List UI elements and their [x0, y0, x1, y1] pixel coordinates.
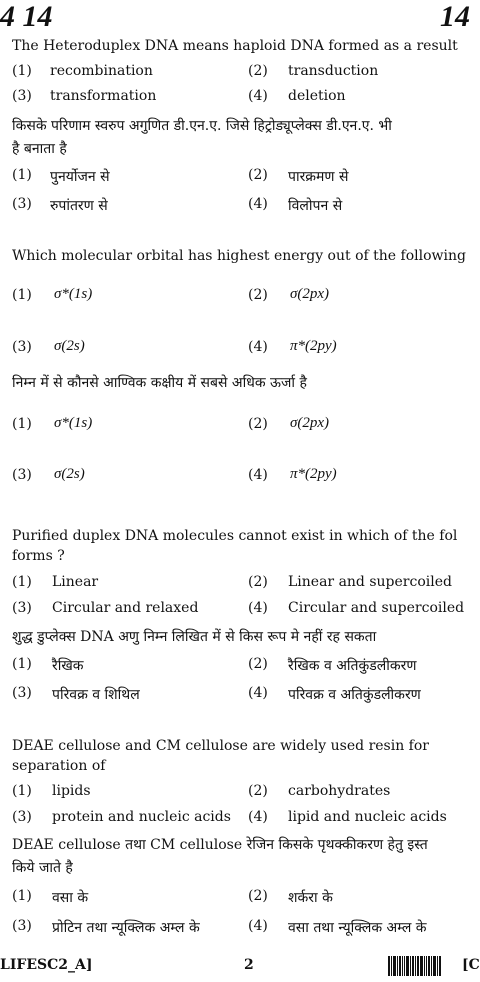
q3-en-option-1: Linear: [52, 574, 99, 590]
q3-english-stem-line-2: forms ?: [12, 548, 65, 564]
q2-option-3-num: (3): [12, 339, 32, 355]
q4-en-option-4: lipid and nucleic acids: [288, 809, 447, 825]
q4-en-option-2: carbohydrates: [288, 783, 391, 799]
q3-en-option-2-num: (2): [248, 574, 268, 590]
q3-hi-option-1-num: (1): [12, 656, 32, 672]
q1-hi-option-2: पारक्रमण से: [288, 169, 349, 185]
q1-en-option-3-num: (3): [12, 88, 32, 104]
q3-en-option-1-num: (1): [12, 574, 32, 590]
q4-en-option-3: protein and nucleic acids: [52, 809, 231, 825]
q2-hindi-stem: निम्न में से कौनसे आण्विक कक्षीय में सबसे अधिक ऊर्जा है: [12, 375, 307, 391]
q3-hi-option-1: रैखिक: [52, 658, 84, 674]
q4-hi-option-3: प्रोटिन तथा न्यूक्लिक अम्ल के: [52, 920, 200, 936]
q4-hi-option-2: शर्करा के: [288, 890, 333, 906]
q3-hi-option-3-num: (3): [12, 685, 32, 701]
footer-right-code: [C: [462, 957, 480, 973]
q2-english-stem: Which molecular orbital has highest energy out of the following: [12, 248, 466, 264]
q4-english-stem-line-2: separation of: [12, 758, 106, 774]
q3-hi-option-2-num: (2): [248, 656, 268, 672]
q2-option-3: σ(2s): [54, 338, 85, 354]
q3-hi-option-3: परिवक्र व शिथिल: [52, 687, 140, 703]
q1-hi-option-1: पुनर्योजन से: [50, 169, 110, 185]
q1-en-option-4-num: (4): [248, 88, 268, 104]
q1-en-option-2-num: (2): [248, 63, 268, 79]
q2-hi-option-2-num: (2): [248, 416, 268, 432]
q4-en-option-1-num: (1): [12, 783, 32, 799]
q3-hi-option-4: परिवक्र व अतिकुंडलीकरण: [288, 687, 421, 703]
q1-hi-option-3: रुपांतरण से: [50, 198, 108, 214]
q4-hi-option-1-num: (1): [12, 888, 32, 904]
question-number-left: 4 14: [0, 0, 53, 33]
q3-hi-option-2: रैखिक व अतिकुंडलीकरण: [288, 658, 417, 674]
q1-en-option-1: recombination: [50, 63, 153, 79]
q2-option-2: σ(2px): [290, 286, 330, 302]
q4-hi-option-3-num: (3): [12, 918, 32, 934]
q3-en-option-4-num: (4): [248, 600, 268, 616]
q2-hi-option-3: σ(2s): [54, 466, 85, 482]
q1-hi-option-2-num: (2): [248, 167, 268, 183]
q2-option-2-num: (2): [248, 287, 268, 303]
q2-hi-option-4-num: (4): [248, 467, 268, 483]
q2-option-4-num: (4): [248, 339, 268, 355]
q3-hi-option-4-num: (4): [248, 685, 268, 701]
q3-en-option-2: Linear and supercoiled: [288, 574, 452, 590]
q1-en-option-1-num: (1): [12, 63, 32, 79]
q1-en-option-2: transduction: [288, 63, 379, 79]
q2-option-4: π*(2py): [290, 338, 337, 354]
q2-option-1: σ*(1s): [54, 286, 93, 302]
q4-en-option-3-num: (3): [12, 809, 32, 825]
q1-hindi-stem-line-1: किसके परिणाम स्वरुप अगुणित डी.एन.ए. जिसे हिट्रोड्यूप्लेक्स डी.एन.ए. भी: [12, 118, 392, 134]
q2-hi-option-2: σ(2px): [290, 415, 330, 431]
q4-hi-option-4-num: (4): [248, 918, 268, 934]
footer-page-number: 2: [244, 957, 254, 973]
q4-english-stem-line-1: DEAE cellulose and CM cellulose are widely used resin for: [12, 738, 429, 754]
q3-en-option-3-num: (3): [12, 600, 32, 616]
q1-en-option-3: transformation: [50, 88, 157, 104]
q2-option-1-num: (1): [12, 287, 32, 303]
q4-en-option-2-num: (2): [248, 783, 268, 799]
q1-hi-option-4: विलोपन से: [288, 198, 343, 214]
q1-hindi-stem-line-2: है बनाता है: [12, 141, 67, 157]
q2-hi-option-4: π*(2py): [290, 466, 337, 482]
q3-english-stem-line-1: Purified duplex DNA molecules cannot exist in which of the fol: [12, 528, 458, 544]
q4-hi-option-1: वसा के: [52, 890, 89, 906]
q1-en-option-4: deletion: [288, 88, 346, 104]
q4-hi-option-4: वसा तथा न्यूक्लिक अम्ल के: [288, 920, 427, 936]
q1-hi-option-3-num: (3): [12, 196, 32, 212]
q2-hi-option-3-num: (3): [12, 467, 32, 483]
barcode: [388, 956, 456, 976]
q2-hi-option-1: σ*(1s): [54, 415, 93, 431]
question-number-right: 14: [440, 0, 470, 33]
q4-en-option-1: lipids: [52, 783, 91, 799]
q1-hi-option-1-num: (1): [12, 167, 32, 183]
q4-hindi-stem-line-2: किये जाते है: [12, 860, 73, 876]
q3-hindi-stem: शुद्ध डुप्लेक्स DNA अणु निम्न लिखित में से किस रूप मे नहीं रह सकता: [12, 629, 377, 645]
q4-hi-option-2-num: (2): [248, 888, 268, 904]
q4-en-option-4-num: (4): [248, 809, 268, 825]
q1-hi-option-4-num: (4): [248, 196, 268, 212]
q4-hindi-stem-line-1: DEAE cellulose तथा CM cellulose रेजिन किसके पृथक्कीकरण हेतु इस्त: [12, 837, 428, 853]
q3-en-option-3: Circular and relaxed: [52, 600, 199, 616]
q3-en-option-4: Circular and supercoiled: [288, 600, 465, 616]
q1-english-stem: The Heteroduplex DNA means haploid DNA formed as a result: [12, 38, 458, 54]
q2-hi-option-1-num: (1): [12, 416, 32, 432]
footer-exam-code: LIFESC2_A]: [0, 957, 93, 973]
